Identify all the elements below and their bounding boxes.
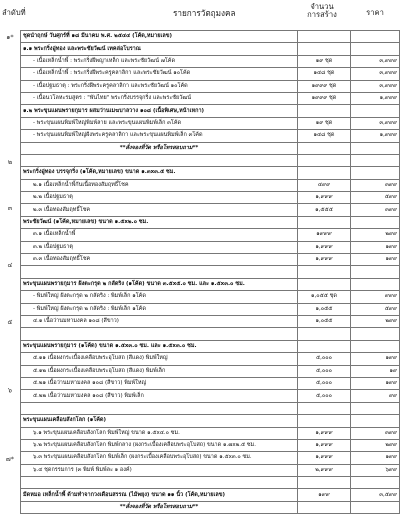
table-row xyxy=(21,427,400,439)
item-description xyxy=(21,477,298,489)
item-quantity xyxy=(298,266,351,278)
item-quantity: ๑,๙๙๙ xyxy=(298,254,351,266)
item-quantity: ๑๙ ชุด xyxy=(298,117,351,129)
item-price: ๑๙๙ xyxy=(351,452,400,464)
table-row xyxy=(21,31,400,43)
table-row xyxy=(21,130,400,142)
item-description: พระกริ่งอู่ทอง บรรจุกริ่ง (๑โค้ด,หมายเลข) ขนาด ๑.๓x๓.๕ ซม. xyxy=(21,167,298,179)
item-quantity: ๑๙๙๙ xyxy=(298,229,351,241)
item-price xyxy=(351,216,400,228)
item-description: ๕.๑๑ เนื้อผงกระเบื้องเคลือบพระอุโบสถ (สีแดง) พิมพ์ใหญ่ xyxy=(21,353,298,365)
item-price: ๑๙๙ xyxy=(351,353,400,365)
item-price: ๑,๙๙๙ xyxy=(351,130,400,142)
table-row xyxy=(21,315,400,327)
table-row xyxy=(21,43,400,55)
item-quantity xyxy=(298,216,351,228)
table-row xyxy=(21,154,400,166)
item-price xyxy=(351,501,400,513)
item-description: - พิมพ์ใหญ่ ฝังตะกรุด ๒ กลัดริง : พิมพ์เล็ก ๑โค้ด xyxy=(21,303,298,315)
item-price xyxy=(351,105,400,117)
table-row xyxy=(21,55,400,67)
item-price xyxy=(351,477,400,489)
item-description xyxy=(21,328,298,340)
table-row xyxy=(21,179,400,191)
section-number: ๓ xyxy=(7,204,13,212)
table-row xyxy=(21,204,400,216)
table-row xyxy=(21,291,400,303)
item-price: ๑,๙๙๙ xyxy=(351,92,400,104)
item-price: ๖๙๙ xyxy=(351,464,400,476)
table-row xyxy=(21,390,400,402)
item-quantity: ๑๔๘ ชุด xyxy=(298,130,351,142)
item-description: - พระขุนแผนพิมพ์ใหญ่ฝังพระครูคลาลิกา และพระขุนแผนพิมพ์เล็ก ๓โค้ด xyxy=(21,130,298,142)
table-row xyxy=(21,328,400,340)
section-number: ๕ xyxy=(7,318,13,326)
item-price: ๙๙ xyxy=(351,390,400,402)
item-description: - เนื้อปฐมธาตุ : พระกริ่งฝีพระครูคลาลิกา และพระชัยวัฒน์ ๑๐โค้ด xyxy=(21,80,298,92)
item-quantity: ๑๙๙๙ ชุด xyxy=(298,80,351,92)
item-quantity: ๑,๐๕๕ ชุด xyxy=(298,291,351,303)
item-quantity: ๕,๐๐๐ xyxy=(298,390,351,402)
table-row xyxy=(21,266,400,278)
item-quantity xyxy=(298,167,351,179)
item-quantity: ๑๔๘ ชุด xyxy=(298,68,351,80)
item-price: ๙๙๙ xyxy=(351,291,400,303)
item-price: ๒๙๙ xyxy=(351,439,400,451)
item-quantity xyxy=(298,154,351,166)
item-quantity xyxy=(298,340,351,352)
table-row xyxy=(21,229,400,241)
item-description: **สั่งจองที่วัด หรือโทรสอบถาม** xyxy=(21,501,298,513)
item-price: ๓๙๙ xyxy=(351,204,400,216)
item-quantity: ๑๙๙ xyxy=(298,489,351,501)
table-row xyxy=(21,142,400,154)
item-price: ๑๙๙ xyxy=(351,241,400,253)
item-description: - เนื้อนวโลหะรมสูตร : "พันไทย" พระกริ่งบรรจุกริ่ง และพระชัยวัฒน์ xyxy=(21,92,298,104)
header-no-label: ลำดับที่ xyxy=(2,8,26,17)
table-header xyxy=(0,0,400,30)
item-description: ๖.๓ พระขุนแผนเคลือบสังกโลก พิมพ์เล็ก (ผงกระเบื้องเคลือบพระอุโบสถ) ขนาด ๑.๕x๓.๐ ซม. xyxy=(21,452,298,464)
item-quantity: ๑,๐๕๕ xyxy=(298,303,351,315)
item-price xyxy=(351,415,400,427)
item-quantity: ๑๙ ชุด xyxy=(298,55,351,67)
item-description: ๑.๒ พระขุนแผนพรายกุมาร ผสมว่านเมฆบาลวาง ๑๐๘ (เนื้อพิเศษ,หน้าเหกา) xyxy=(21,105,298,117)
table-row xyxy=(21,278,400,290)
item-price xyxy=(351,142,400,154)
item-quantity xyxy=(298,477,351,489)
item-price: ๑๙ xyxy=(351,365,400,377)
item-quantity: ๕,๐๐๐ xyxy=(298,353,351,365)
table-row xyxy=(21,464,400,476)
header-qty-label: จำนวน การสร้าง xyxy=(307,2,337,19)
item-description: ๓.๓ เนื้อทองสัมฤทธิ์โชค xyxy=(21,254,298,266)
table-row xyxy=(21,68,400,80)
item-description: มีดหมอ เหล็กน้ำพี้ ด้ามทำจากวงเดือนสรรณ (ไม้พยุง) ขนาด ๑๑ นิ้ว (โค้ด,หมายเลข) xyxy=(21,489,298,501)
item-price xyxy=(351,278,400,290)
item-quantity: ๑๙๙๙ ชุด xyxy=(298,92,351,104)
table-row xyxy=(21,92,400,104)
item-description: ๑.๑ พระกริ่งอู่ทอง และพระชัยวัฒน์ เทคล่อโบราณ xyxy=(21,43,298,55)
item-description: ๖.๒ พระขุนแผนเคลือบสังกโลก พิมพ์กลาง (ผงกระเบื้องเคลือบพระอุโบสถ) ขนาด ๑.๗x๒.๕ ซม. xyxy=(21,439,298,451)
section-number: ๗* xyxy=(5,454,15,463)
item-description: - พระขุนแผนพิมพ์ใหญ่พิมพ์ลาย และพระขุนแผนพิมพ์เล็ก ๓โค้ด xyxy=(21,117,298,129)
item-quantity xyxy=(298,278,351,290)
item-quantity xyxy=(298,501,351,513)
item-description: - เนื้อเหล็กน้ำพี้ : พระกริ่งฝีพระครูคลาลิกา และพระชัยวัฒน์ ๑๐โค้ด xyxy=(21,68,298,80)
item-quantity: ๑,๕๕๕ xyxy=(298,204,351,216)
item-description xyxy=(21,154,298,166)
item-quantity: ๕,๐๐๐ xyxy=(298,365,351,377)
table-row xyxy=(21,105,400,117)
table-row xyxy=(21,439,400,451)
item-description: ๕.๑๒ เนื้อผงกระเบื้องเคลือบพระอุโบสถ (สีแดง) พิมพ์เล็ก xyxy=(21,365,298,377)
item-price xyxy=(351,43,400,55)
item-price: ๓๙๙ xyxy=(351,427,400,439)
item-description: พระขุนแผนเคลือบสังกโลก (๑โค้ด) xyxy=(21,415,298,427)
item-description: **สั่งจองที่วัด หรือโทรสอบถาม** xyxy=(21,142,298,154)
item-quantity xyxy=(298,31,351,43)
item-price xyxy=(351,167,400,179)
item-quantity xyxy=(298,415,351,427)
item-description xyxy=(21,266,298,278)
item-quantity: ๑,๙๙๙ xyxy=(298,192,351,204)
table-row xyxy=(21,377,400,389)
table-row xyxy=(21,340,400,352)
item-price: ๓,๙๙๙ xyxy=(351,55,400,67)
item-description: ๒.๓ เนื้อทองสัมฤทธิ์โชค xyxy=(21,204,298,216)
item-price: ๓,๙๙๙ xyxy=(351,80,400,92)
item-price xyxy=(351,340,400,352)
item-quantity: ๑,๙๙๙ xyxy=(298,439,351,451)
item-quantity xyxy=(298,328,351,340)
item-price xyxy=(351,328,400,340)
table-row xyxy=(21,254,400,266)
item-price xyxy=(351,154,400,166)
item-price: ๓๙๙ xyxy=(351,179,400,191)
item-price: ๒๙๙ xyxy=(351,229,400,241)
item-description: ๖.๑ พระขุนแผนเคลือบสังกโลก พิมพ์ใหญ่ ขนาด ๑.๕x๔.๐ ซม. xyxy=(21,427,298,439)
item-price xyxy=(351,266,400,278)
item-description: ๕.๒๒ เนื้อว่านมหามงคล ๑๐๘ (สีขาว) พิมพ์เล็ก xyxy=(21,390,298,402)
table-row xyxy=(21,477,400,489)
item-description: พระขุนแผนพรายกุมาร (๑โค้ด) ขนาด ๑.๕x๓.๐ ซม. และ ๑.๕x๓.๐ ซม. xyxy=(21,340,298,352)
item-price: ๓,๕๙๙ xyxy=(351,489,400,501)
item-description: พระชัยวัฒน์ (๑โค้ด,หมายเลข) ขนาด ๑.๕x๒.๐ ซม. xyxy=(21,216,298,228)
item-description: ๓.๒ เนื้อปฐมธาตุ xyxy=(21,241,298,253)
table-row xyxy=(21,167,400,179)
section-number: ๒ xyxy=(7,158,13,167)
section-number: ๖ xyxy=(7,386,13,395)
table-row xyxy=(21,501,400,513)
table-row xyxy=(21,192,400,204)
item-description: พระขุนแผนพรายกุมาร ฝังตะกรุด ๒ กลัดริง (๑โค้ด) ขนาด ๓.๕x๕.๐ ซม. และ ๑.๕x๓.๐ ซม. xyxy=(21,278,298,290)
item-table xyxy=(20,30,400,514)
table-row xyxy=(21,415,400,427)
item-price: ๓,๙๙๙ xyxy=(351,117,400,129)
item-quantity: ๑,๐๕๕ xyxy=(298,315,351,327)
table-row xyxy=(21,489,400,501)
item-price: ๒๙๙ xyxy=(351,315,400,327)
item-quantity xyxy=(298,105,351,117)
item-quantity: ๑,๙๙๙ xyxy=(298,427,351,439)
item-price: ๕๙๙ xyxy=(351,303,400,315)
item-price xyxy=(351,31,400,43)
header-price-label: ราคา xyxy=(366,8,384,17)
item-quantity: ๔๙๙ xyxy=(298,179,351,191)
item-description: ๕.๒๑ เนื้อว่านมหามงคล ๑๐๘ (สีขาว) พิมพ์ใหญ่ xyxy=(21,377,298,389)
item-quantity xyxy=(298,142,351,154)
table-row xyxy=(21,216,400,228)
item-quantity xyxy=(298,402,351,414)
header-item-label: รายการวัตถุมงคล xyxy=(173,8,236,18)
table-row xyxy=(21,303,400,315)
section-number: ๑* xyxy=(6,33,14,41)
item-quantity: ๑,๙๙๙ xyxy=(298,241,351,253)
item-description: ๖.๔ ชุดกรรมการ (๓ พิมพ์ พิมพ์ละ ๑ องค์) xyxy=(21,464,298,476)
item-description: ๓.๑ เนื้อเหล็กน้ำพี้ xyxy=(21,229,298,241)
table-row xyxy=(21,241,400,253)
item-quantity: ๒,๙๙๙ xyxy=(298,464,351,476)
item-price xyxy=(351,402,400,414)
item-description: - พิมพ์ใหญ่ ฝังตะกรุด ๒ กลัดริง : พิมพ์เล็ก ๑โค้ด xyxy=(21,291,298,303)
table-row xyxy=(21,452,400,464)
item-description: ๔.๑ เนื้อว่านมหามงคล ๑๐๘ (สีขาว) xyxy=(21,315,298,327)
table-row xyxy=(21,353,400,365)
item-price: ๓,๙๙๙ xyxy=(351,68,400,80)
item-description: ๒.๑ เนื้อเหล็กน้ำพี้กันเนื้อทองสัมฤทธิ์โชค xyxy=(21,179,298,191)
item-quantity xyxy=(298,43,351,55)
table-row xyxy=(21,365,400,377)
item-description xyxy=(21,402,298,414)
table-row xyxy=(21,117,400,129)
table-row xyxy=(21,80,400,92)
item-description: ๒.๒ เนื้อปฐมธาตุ xyxy=(21,192,298,204)
item-description: ชุดนำฤกษ์ วันศุกร์ที่ ๑๘ มีนาคม พ.ศ. ๒๕๔๔ (โค้ด,หมายเลข) xyxy=(21,31,298,43)
section-number: ๔ xyxy=(7,261,13,269)
item-description: - เนื้อเหล็กน้ำพี้ : พระกริ่งฝีพญาเหล็ก และพระชัยวัฒน์ ๗โค้ด xyxy=(21,55,298,67)
table-row xyxy=(21,402,400,414)
item-quantity: ๕,๐๐๐ xyxy=(298,377,351,389)
item-price: ๑๙๙ xyxy=(351,254,400,266)
item-quantity: ๑,๙๙๙ xyxy=(298,452,351,464)
item-price: ๑๙๙ xyxy=(351,377,400,389)
item-price: ๕๙๙ xyxy=(351,192,400,204)
